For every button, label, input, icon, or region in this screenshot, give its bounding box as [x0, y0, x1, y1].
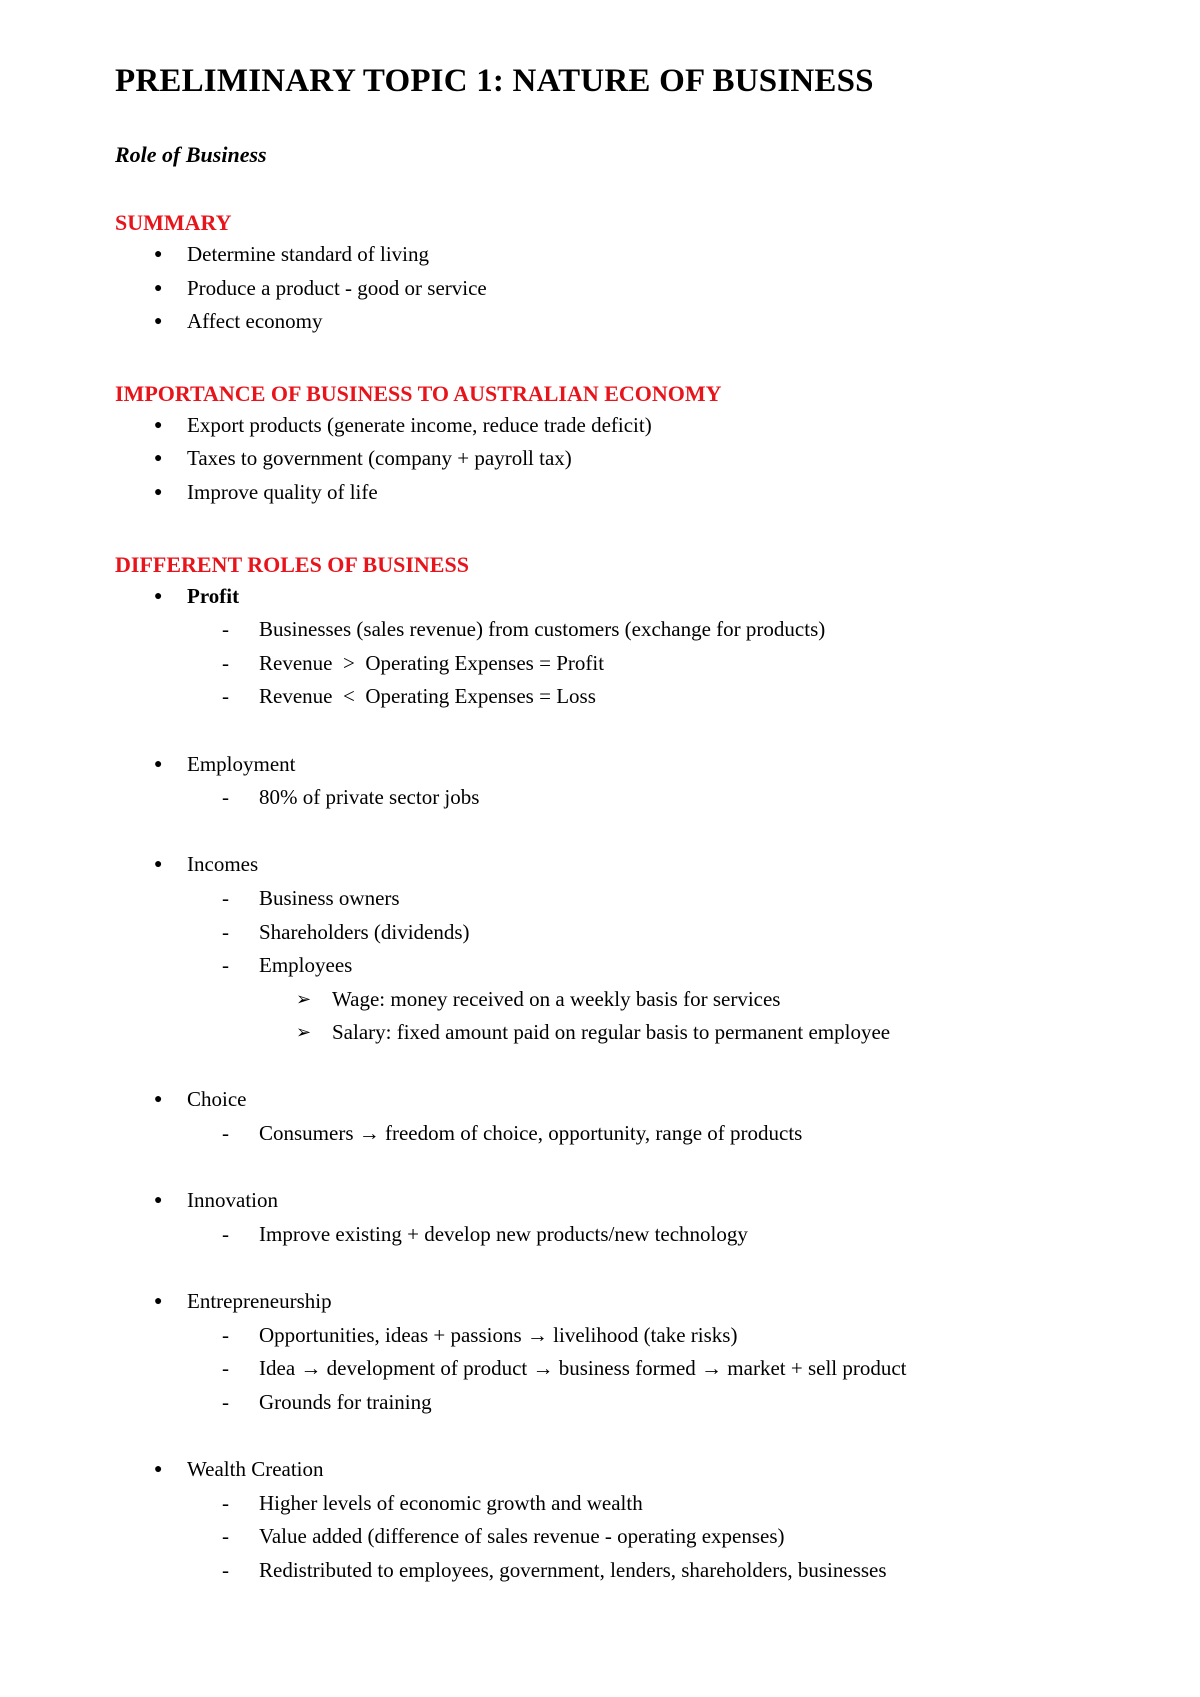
- importance-heading: IMPORTANCE OF BUSINESS TO AUSTRALIAN ECONOMY: [115, 380, 722, 406]
- dash-icon: -: [222, 953, 229, 978]
- list-item: [115, 442, 1135, 476]
- sub-item: [186, 781, 1135, 815]
- dash-icon: -: [222, 1356, 229, 1381]
- bullet-icon: ●: [154, 484, 163, 500]
- bullet-icon: ●: [154, 1462, 163, 1477]
- detail-item: [259, 1016, 1135, 1050]
- role-points: [187, 1319, 1135, 1420]
- sub-item-text: Employees: [259, 953, 353, 978]
- sub-item: [186, 949, 1135, 1050]
- role-choice: [115, 1083, 1135, 1150]
- bullet-icon: ●: [154, 451, 163, 467]
- sub-item: [186, 882, 1135, 916]
- detail-item-text: Salary: fixed amount paid on regular basis to permanent employee: [332, 1020, 891, 1045]
- bullet-icon: ●: [154, 247, 163, 262]
- list-item: [115, 409, 1135, 443]
- role-entrepreneurship: [115, 1285, 1135, 1419]
- bullet-icon: ●: [154, 1294, 163, 1310]
- sub-item: [186, 1319, 1135, 1353]
- bullet-icon: ●: [154, 417, 163, 433]
- detail-item-text: Wage: money received on a weekly basis for services: [332, 986, 781, 1011]
- bullet-icon: ●: [154, 1092, 163, 1108]
- bullet-icon: ●: [154, 314, 163, 330]
- sub-item: [186, 1352, 1135, 1386]
- arrowhead-icon: ➢: [296, 988, 312, 1010]
- page-title: PRELIMINARY TOPIC 1: NATURE OF BUSINESS: [115, 63, 874, 99]
- sub-item-text: Higher levels of economic growth and wealth: [259, 1490, 643, 1515]
- list-item: [115, 238, 1135, 272]
- list-item-text: Taxes to government (company + payroll tax): [187, 446, 572, 471]
- sub-item: [186, 1117, 1135, 1151]
- employee-details: [259, 983, 1135, 1050]
- role-points: [187, 781, 1135, 815]
- dash-icon: -: [222, 1389, 229, 1414]
- document-page: [115, 56, 1135, 1587]
- sub-item-text: Value added (difference of sales revenue - operating expenses): [259, 1524, 785, 1549]
- dash-icon: -: [222, 1524, 229, 1549]
- roles-list: [115, 580, 1135, 1588]
- sub-item: [186, 1554, 1135, 1588]
- sub-item: [186, 916, 1135, 950]
- section-subtitle: Role of Business: [115, 142, 267, 167]
- roles-heading: DIFFERENT ROLES OF BUSINESS: [115, 551, 469, 577]
- dash-icon: -: [222, 1121, 229, 1146]
- bullet-icon: ●: [154, 857, 163, 873]
- sub-item: [186, 613, 1135, 647]
- bullet-icon: ●: [154, 588, 163, 604]
- sub-item-text: Idea → development of product → business formed → market + sell product: [259, 1356, 907, 1381]
- sub-item-text: Opportunities, ideas + passions → livelihood (take risks): [259, 1322, 738, 1347]
- dash-icon: -: [222, 1490, 229, 1515]
- role-points: [187, 1218, 1135, 1252]
- sub-item-text: Redistributed to employees, government, lenders, shareholders, businesses: [259, 1557, 887, 1582]
- role-innovation: [115, 1184, 1135, 1251]
- role-label: Choice: [187, 1087, 247, 1112]
- list-item: [115, 476, 1135, 510]
- dash-icon: -: [222, 1221, 229, 1246]
- sub-item: [186, 1218, 1135, 1252]
- role-label: Profit: [187, 583, 240, 608]
- sub-item-text: Business owners: [259, 885, 400, 910]
- bullet-icon: ●: [154, 1193, 163, 1209]
- sub-item-text: Revenue < Operating Expenses = Loss: [259, 684, 596, 709]
- role-employment: [115, 748, 1135, 815]
- dash-icon: -: [222, 617, 229, 642]
- list-item-text: Affect economy: [187, 309, 323, 334]
- role-label: Wealth Creation: [187, 1457, 324, 1481]
- dash-icon: -: [222, 1557, 229, 1582]
- sub-item: [186, 1487, 1135, 1521]
- sub-item-text: Consumers → freedom of choice, opportunity, range of products: [259, 1121, 803, 1146]
- bullet-icon: ●: [154, 756, 163, 772]
- sub-item-text: Improve existing + develop new products/new technology: [259, 1221, 748, 1246]
- dash-icon: -: [222, 885, 229, 910]
- detail-item: [259, 983, 1135, 1017]
- role-incomes: [115, 848, 1135, 1050]
- dash-icon: -: [222, 1322, 229, 1347]
- list-item-text: Improve quality of life: [187, 479, 378, 504]
- role-points: [187, 1117, 1135, 1151]
- sub-item: [186, 1520, 1135, 1554]
- role-points: [187, 1487, 1135, 1588]
- sub-item-text: Revenue > Operating Expenses = Profit: [259, 650, 605, 675]
- importance-list: [115, 409, 1135, 510]
- list-item: [115, 305, 1135, 339]
- role-label: Employment: [187, 751, 296, 776]
- list-item-text: Produce a product - good or service: [187, 275, 487, 300]
- summary-heading: SUMMARY: [115, 210, 232, 235]
- dash-icon: -: [222, 919, 229, 944]
- list-item: [115, 272, 1135, 306]
- role-label: Entrepreneurship: [187, 1289, 332, 1314]
- sub-item-text: Grounds for training: [259, 1389, 432, 1414]
- sub-item-text: Shareholders (dividends): [259, 919, 470, 944]
- role-wealth-creation: [115, 1453, 1135, 1587]
- role-profit: [115, 580, 1135, 714]
- sub-item: [186, 680, 1135, 714]
- dash-icon: -: [222, 650, 229, 675]
- sub-item-text: 80% of private sector jobs: [259, 785, 480, 810]
- sub-item-text: Businesses (sales revenue) from customers (exchange for products): [259, 617, 826, 642]
- list-item-text: Determine standard of living: [187, 242, 430, 266]
- dash-icon: -: [222, 785, 229, 810]
- sub-item: [186, 1386, 1135, 1420]
- summary-list: [115, 238, 1135, 339]
- sub-item: [186, 647, 1135, 681]
- role-points: [187, 613, 1135, 714]
- arrowhead-icon: ➢: [296, 1022, 312, 1044]
- role-points: [187, 882, 1135, 1050]
- role-label: Innovation: [187, 1188, 278, 1213]
- list-item-text: Export products (generate income, reduce trade deficit): [187, 412, 652, 437]
- dash-icon: -: [222, 684, 229, 709]
- bullet-icon: ●: [154, 280, 163, 296]
- role-label: Incomes: [187, 852, 259, 877]
